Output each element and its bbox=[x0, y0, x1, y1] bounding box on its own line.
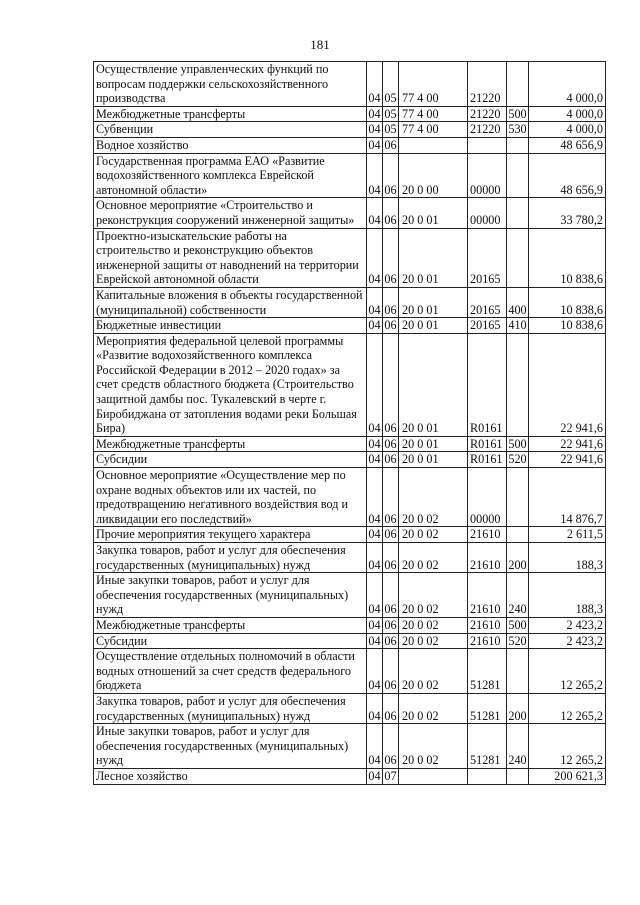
subsection-code-cell: 06 bbox=[384, 633, 397, 648]
row-name-cell: Капитальные вложения в объекты государственной (муниципальной) собственности bbox=[94, 287, 367, 317]
subsection-code-cell: 06 bbox=[383, 153, 399, 198]
amount-cell: 188,3 bbox=[529, 573, 606, 618]
page-number: 181 bbox=[310, 37, 330, 52]
expense-type-code-cell bbox=[507, 198, 529, 228]
target-article-code-cell: 21220 bbox=[468, 106, 507, 122]
program-code-cell: 20 0 02 bbox=[399, 543, 468, 573]
section-code-cell: 04 bbox=[367, 573, 383, 618]
target-article-code-cell: R0161 bbox=[468, 436, 507, 452]
section-code-cell: 04 bbox=[368, 633, 381, 648]
expense-type-code-cell: 200 bbox=[507, 543, 529, 573]
expense-type-code-cell bbox=[507, 228, 529, 287]
section-code-cell: 04 bbox=[368, 436, 381, 451]
expense-type-code-cell bbox=[507, 333, 529, 436]
table-row bbox=[94, 436, 606, 452]
section-code-cell: 04 bbox=[367, 153, 383, 198]
section-code-cell: 04 bbox=[368, 452, 381, 467]
section-code-cell: 04 bbox=[367, 543, 383, 573]
target-article-code-cell: 51281 bbox=[468, 649, 507, 694]
section-code-cell: 04 bbox=[368, 318, 381, 333]
row-name-cell: Субсидии bbox=[94, 452, 367, 468]
section-code-cell: 04 bbox=[367, 693, 383, 723]
expense-type-code-cell: 520 bbox=[508, 452, 527, 467]
table-row bbox=[94, 543, 606, 573]
section-code-cell: 04 bbox=[367, 333, 383, 436]
program-code-cell: 20 0 01 bbox=[399, 198, 468, 228]
table-row bbox=[94, 768, 606, 784]
subsection-code-cell: 06 bbox=[383, 228, 399, 287]
row-name-cell: Межбюджетные трансферты bbox=[94, 106, 367, 122]
row-name-cell: Лесное хозяйство bbox=[94, 768, 367, 784]
program-code-cell: 20 0 02 bbox=[399, 468, 468, 527]
program-code-cell: 20 0 02 bbox=[399, 633, 468, 649]
subsection-code-cell: 06 bbox=[383, 333, 399, 436]
program-code-cell: 20 0 02 bbox=[399, 649, 468, 694]
row-name-cell: Закупка товаров, работ и услуг для обеспечения государственных (муниципальных) нужд bbox=[94, 693, 367, 723]
program-code-cell: 20 0 02 bbox=[399, 527, 468, 543]
table-row bbox=[94, 617, 606, 633]
subsection-code-cell: 06 bbox=[383, 693, 399, 723]
budget-table-body bbox=[94, 62, 606, 785]
target-article-code-cell: 21220 bbox=[468, 62, 507, 107]
row-name-cell: Основное мероприятие «Строительство и реконструкция сооружений инженерной защиты» bbox=[94, 198, 367, 228]
table-row bbox=[94, 452, 606, 468]
program-code-cell: 20 0 01 bbox=[399, 333, 468, 436]
subsection-code-cell: 05 bbox=[384, 106, 397, 121]
amount-cell: 2 423,2 bbox=[529, 633, 606, 649]
subsection-code-cell: 06 bbox=[383, 468, 399, 527]
amount-cell: 12 265,2 bbox=[529, 693, 606, 723]
target-article-code-cell: R0161 bbox=[468, 452, 507, 468]
section-code-cell: 04 bbox=[367, 62, 383, 107]
target-article-code-cell: 21610 bbox=[468, 633, 507, 649]
table-row bbox=[94, 106, 606, 122]
expense-type-code-cell: 500 bbox=[508, 106, 527, 121]
subsection-code-cell: 06 bbox=[383, 198, 399, 228]
target-article-code-cell: 20165 bbox=[468, 318, 507, 334]
table-row bbox=[94, 153, 606, 198]
row-name-cell: Осуществление управленческих функций по вопросам поддержки сельскохозяйственного производства bbox=[94, 62, 367, 107]
amount-cell: 10 838,6 bbox=[529, 228, 606, 287]
program-code-cell bbox=[399, 137, 468, 153]
program-code-cell: 20 0 02 bbox=[399, 693, 468, 723]
amount-cell: 10 838,6 bbox=[529, 318, 606, 334]
target-article-code-cell: R0161 bbox=[468, 333, 507, 436]
row-name-cell: Мероприятия федеральной целевой программы «Развитие водохозяйственного комплекса Российской Федерации в 2012 – 2020 годах» за счет средств областного бюджета (Строительство защитной дамбы пос. Тукалевский в черте г. Биробиджана от затопления водами реки Большая Бира) bbox=[94, 333, 367, 436]
table-row bbox=[94, 527, 606, 543]
expense-type-code-cell: 240 bbox=[507, 724, 529, 769]
expense-type-code-cell: 400 bbox=[507, 287, 529, 317]
subsection-code-cell: 06 bbox=[384, 137, 397, 152]
target-article-code-cell: 51281 bbox=[468, 724, 507, 769]
row-name-cell: Проектно-изыскательские работы на строительство и реконструкцию объектов инженерной защиты от наводнений на территории Еврейской автономной области bbox=[94, 228, 367, 287]
amount-cell: 22 941,6 bbox=[529, 436, 606, 452]
row-name-cell: Государственная программа ЕАО «Развитие водохозяйственного комплекса Еврейской автономной области» bbox=[94, 153, 367, 198]
target-article-code-cell bbox=[468, 768, 507, 784]
target-article-code-cell: 21610 bbox=[468, 573, 507, 618]
amount-cell: 33 780,2 bbox=[529, 198, 606, 228]
expense-type-code-cell: 240 bbox=[507, 573, 529, 618]
subsection-code-cell: 06 bbox=[383, 287, 399, 317]
expense-type-code-cell: 520 bbox=[508, 633, 527, 648]
table-row bbox=[94, 137, 606, 153]
amount-cell: 48 656,9 bbox=[529, 153, 606, 198]
subsection-code-cell: 05 bbox=[384, 122, 397, 137]
amount-cell: 2 611,5 bbox=[529, 527, 606, 543]
target-article-code-cell: 20165 bbox=[468, 287, 507, 317]
section-code-cell: 04 bbox=[367, 287, 383, 317]
table-row bbox=[94, 62, 606, 107]
program-code-cell bbox=[399, 768, 468, 784]
program-code-cell: 20 0 01 bbox=[399, 228, 468, 287]
table-row bbox=[94, 693, 606, 723]
subsection-code-cell: 06 bbox=[383, 649, 399, 694]
subsection-code-cell: 06 bbox=[383, 573, 399, 618]
row-name-cell: Прочие мероприятия текущего характера bbox=[94, 527, 367, 543]
amount-cell: 4 000,0 bbox=[529, 62, 606, 107]
target-article-code-cell: 21610 bbox=[468, 617, 507, 633]
expense-type-code-cell: 530 bbox=[508, 122, 527, 137]
expense-type-code-cell bbox=[507, 468, 529, 527]
expense-type-code-cell bbox=[507, 137, 529, 153]
target-article-code-cell: 51281 bbox=[468, 693, 507, 723]
row-name-cell: Закупка товаров, работ и услуг для обеспечения государственных (муниципальных) нужд bbox=[94, 543, 367, 573]
row-name-cell: Субсидии bbox=[94, 633, 367, 649]
target-article-code-cell: 00000 bbox=[468, 153, 507, 198]
subsection-code-cell: 07 bbox=[384, 768, 397, 783]
program-code-cell: 20 0 01 bbox=[399, 452, 468, 468]
amount-cell: 200 621,3 bbox=[529, 768, 606, 784]
amount-cell: 4 000,0 bbox=[529, 106, 606, 122]
target-article-code-cell: 00000 bbox=[468, 198, 507, 228]
section-code-cell: 04 bbox=[368, 768, 381, 783]
row-name-cell: Осуществление отдельных полномочий в области водных отношений за счет средств федерального бюджета bbox=[94, 649, 367, 694]
expense-type-code-cell bbox=[507, 153, 529, 198]
section-code-cell: 04 bbox=[367, 649, 383, 694]
amount-cell: 2 423,2 bbox=[529, 617, 606, 633]
row-name-cell: Межбюджетные трансферты bbox=[94, 617, 367, 633]
subsection-code-cell: 06 bbox=[383, 724, 399, 769]
program-code-cell: 20 0 01 bbox=[399, 318, 468, 334]
expense-type-code-cell: 410 bbox=[508, 318, 527, 333]
table-row bbox=[94, 318, 606, 334]
row-name-cell: Межбюджетные трансферты bbox=[94, 436, 367, 452]
table-row bbox=[94, 228, 606, 287]
target-article-code-cell: 20165 bbox=[468, 228, 507, 287]
row-name-cell: Субвенции bbox=[94, 122, 367, 138]
amount-cell: 12 265,2 bbox=[529, 724, 606, 769]
amount-cell: 22 941,6 bbox=[529, 452, 606, 468]
program-code-cell: 20 0 02 bbox=[399, 573, 468, 618]
table-row bbox=[94, 333, 606, 436]
table-row bbox=[94, 633, 606, 649]
amount-cell: 48 656,9 bbox=[529, 137, 606, 153]
budget-table bbox=[93, 61, 606, 785]
table-row bbox=[94, 287, 606, 317]
subsection-code-cell: 06 bbox=[384, 617, 397, 632]
program-code-cell: 20 0 00 bbox=[399, 153, 468, 198]
program-code-cell: 77 4 00 bbox=[399, 122, 468, 138]
amount-cell: 10 838,6 bbox=[529, 287, 606, 317]
expense-type-code-cell: 200 bbox=[507, 693, 529, 723]
table-row bbox=[94, 573, 606, 618]
expense-type-code-cell bbox=[507, 527, 529, 543]
row-name-cell: Иные закупки товаров, работ и услуг для обеспечения государственных (муниципальных) нужд bbox=[94, 724, 367, 769]
table-row bbox=[94, 649, 606, 694]
target-article-code-cell: 21610 bbox=[468, 543, 507, 573]
table-row bbox=[94, 724, 606, 769]
target-article-code-cell: 21610 bbox=[468, 527, 507, 543]
subsection-code-cell: 06 bbox=[383, 543, 399, 573]
section-code-cell: 04 bbox=[368, 527, 381, 542]
expense-type-code-cell: 500 bbox=[508, 436, 527, 451]
amount-cell: 22 941,6 bbox=[529, 333, 606, 436]
section-code-cell: 04 bbox=[367, 468, 383, 527]
amount-cell: 4 000,0 bbox=[529, 122, 606, 138]
expense-type-code-cell: 500 bbox=[508, 617, 527, 632]
amount-cell: 12 265,2 bbox=[529, 649, 606, 694]
program-code-cell: 20 0 01 bbox=[399, 436, 468, 452]
row-name-cell: Основное мероприятие «Осуществление мер по охране водных объектов или их частей, по предотвращению негативного воздействия вод и ликвидации его последствий» bbox=[94, 468, 367, 527]
section-code-cell: 04 bbox=[367, 228, 383, 287]
section-code-cell: 04 bbox=[368, 106, 381, 121]
program-code-cell: 20 0 01 bbox=[399, 287, 468, 317]
section-code-cell: 04 bbox=[367, 198, 383, 228]
row-name-cell: Иные закупки товаров, работ и услуг для обеспечения государственных (муниципальных) нужд bbox=[94, 573, 367, 618]
expense-type-code-cell bbox=[507, 649, 529, 694]
program-code-cell: 77 4 00 bbox=[399, 62, 468, 107]
subsection-code-cell: 06 bbox=[384, 318, 397, 333]
expense-type-code-cell bbox=[507, 768, 529, 784]
target-article-code-cell: 00000 bbox=[468, 468, 507, 527]
table-row bbox=[94, 122, 606, 138]
section-code-cell: 04 bbox=[367, 724, 383, 769]
section-code-cell: 04 bbox=[368, 137, 381, 152]
table-row bbox=[94, 468, 606, 527]
subsection-code-cell: 05 bbox=[383, 62, 399, 107]
amount-cell: 188,3 bbox=[529, 543, 606, 573]
subsection-code-cell: 06 bbox=[384, 452, 397, 467]
subsection-code-cell: 06 bbox=[384, 527, 397, 542]
amount-cell: 14 876,7 bbox=[529, 468, 606, 527]
row-name-cell: Водное хозяйство bbox=[94, 137, 367, 153]
target-article-code-cell bbox=[468, 137, 507, 153]
section-code-cell: 04 bbox=[368, 617, 381, 632]
row-name-cell: Бюджетные инвестиции bbox=[94, 318, 367, 334]
program-code-cell: 20 0 02 bbox=[399, 724, 468, 769]
program-code-cell: 20 0 02 bbox=[399, 617, 468, 633]
subsection-code-cell: 06 bbox=[384, 436, 397, 451]
table-row bbox=[94, 198, 606, 228]
section-code-cell: 04 bbox=[368, 122, 381, 137]
expense-type-code-cell bbox=[507, 62, 529, 107]
target-article-code-cell: 21220 bbox=[468, 122, 507, 138]
program-code-cell: 77 4 00 bbox=[399, 106, 468, 122]
